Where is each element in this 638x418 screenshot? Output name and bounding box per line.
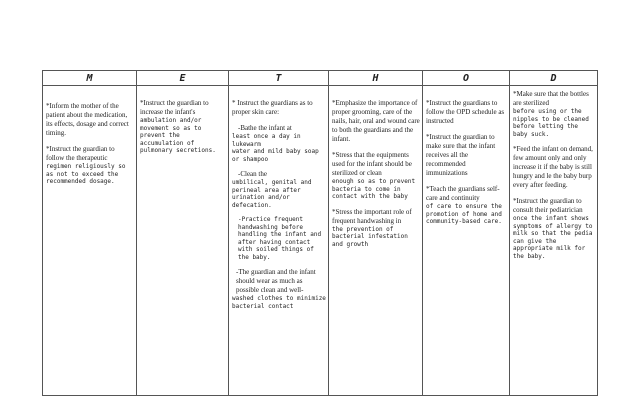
t-clean-block <box>232 170 326 209</box>
method-table <box>42 70 598 396</box>
cell-o <box>423 86 510 396</box>
h-equipment-block <box>332 151 420 201</box>
header-row <box>43 71 598 86</box>
d-consult-text: *Instruct the guardian to consult their pediatrician <box>513 197 583 214</box>
m-medication-text: *Inform the mother of the patient about the medication, its effects, dosage and correct timing. <box>46 102 129 137</box>
h-handwashing-text: *Stress the important role of frequent handwashing in <box>332 207 412 225</box>
m-regimen-block <box>46 145 134 186</box>
t-soap-text: water and mild baby soap or shampoo <box>232 148 319 163</box>
t-bacterial-text: bacterial contact <box>232 302 294 310</box>
o-immunization-text: *Instruct the guardian to make sure that the infant receives all the recommended immunizations <box>426 133 496 177</box>
d-feed-text: *Feed the infant on demand, few amount only and only increase it if the baby is still hungry and le the baby burp every after feeding. <box>513 145 593 189</box>
t-clean-text: -Clean the <box>238 170 267 178</box>
t-bathe-mono-text: least once a day in lukewarm <box>232 133 301 148</box>
t-skin-care-text: * Instruct the guardians as to proper skin care: <box>232 99 313 116</box>
h-prevention-text: the prevention of <box>332 225 394 233</box>
h-equipment-text: *Stress that the equipments used for the infant should be sterilized or clean <box>332 151 412 177</box>
d-bottles-block <box>513 90 595 138</box>
t-clothes-block <box>232 268 326 310</box>
t-bathe-block <box>232 124 326 163</box>
e-ambulation-block <box>140 99 226 155</box>
o-selfcare-block <box>426 185 507 226</box>
d-bottles-text: *Make sure that the bottles are sterilized <box>513 90 589 107</box>
o-selfcare-mono-text: of care to ensure the promotion of home and community-based care. <box>426 203 502 225</box>
header-h: H <box>329 71 423 86</box>
o-selfcare-text: *Teach the guardians self-care and continuity <box>426 185 500 202</box>
d-consult-mono-text: once the infant shows symptoms of allergy to milk so that the pedia can give the appropriate milk for the baby. <box>513 215 593 260</box>
t-bathe-text: -Bathe the infant at <box>238 124 292 132</box>
cell-t <box>229 86 329 396</box>
e-ambulation-text: *Instruct the guardian to increase the infant's <box>140 99 209 116</box>
header-m: M <box>43 71 137 86</box>
header-e: E <box>137 71 229 86</box>
d-bottles-mono-text: before using or the nipples to be cleaned before letting the baby suck. <box>513 108 589 138</box>
method-table-container <box>42 70 597 396</box>
h-equipment-mono-text: enough so as to prevent <box>332 178 416 185</box>
header-o: O <box>423 71 510 86</box>
cell-d <box>510 86 598 396</box>
header-t: T <box>229 71 329 86</box>
content-row <box>43 86 598 396</box>
cell-e <box>137 86 229 396</box>
t-clothes-mono-text: washed clothes to minimize <box>232 295 326 302</box>
t-clean-mono-text: umbilical, genital and perineal area after urination and/or defecation. <box>232 179 312 209</box>
t-clothes-text: -The guardian and the infant should wear as much as possible clean and well- <box>236 268 316 294</box>
e-ambulation-mono-text: ambulation and/or movement so as to prevent the accumulation of pulmonary secretions. <box>140 117 216 154</box>
header-d: D <box>510 71 598 86</box>
h-infestation-text: bacterial infestation and growth <box>332 233 408 248</box>
o-opd-text: *Instruct the guardians to follow the OPD schedule as instructed <box>426 99 505 125</box>
m-regimen-mono-text: regimen religiously so as not to exceed the recommended dosage. <box>46 163 126 185</box>
d-consult-block <box>513 197 595 260</box>
cell-h <box>329 86 423 396</box>
m-regimen-text: *Instruct the guardian to follow the therapeutic <box>46 145 115 162</box>
t-handwashing-text: -Practice frequent handwashing before handling the infant and after having contact with soiled things of the baby. <box>238 216 322 261</box>
h-grooming-text: *Emphasize the importance of proper grooming, care of the nails, hair, oral and wound care to both the guardians and the infant. <box>332 99 420 143</box>
h-handwashing-block <box>332 208 420 249</box>
cell-m <box>43 86 137 396</box>
h-bacteria-text: bacteria to come in contact with the baby <box>332 185 408 200</box>
